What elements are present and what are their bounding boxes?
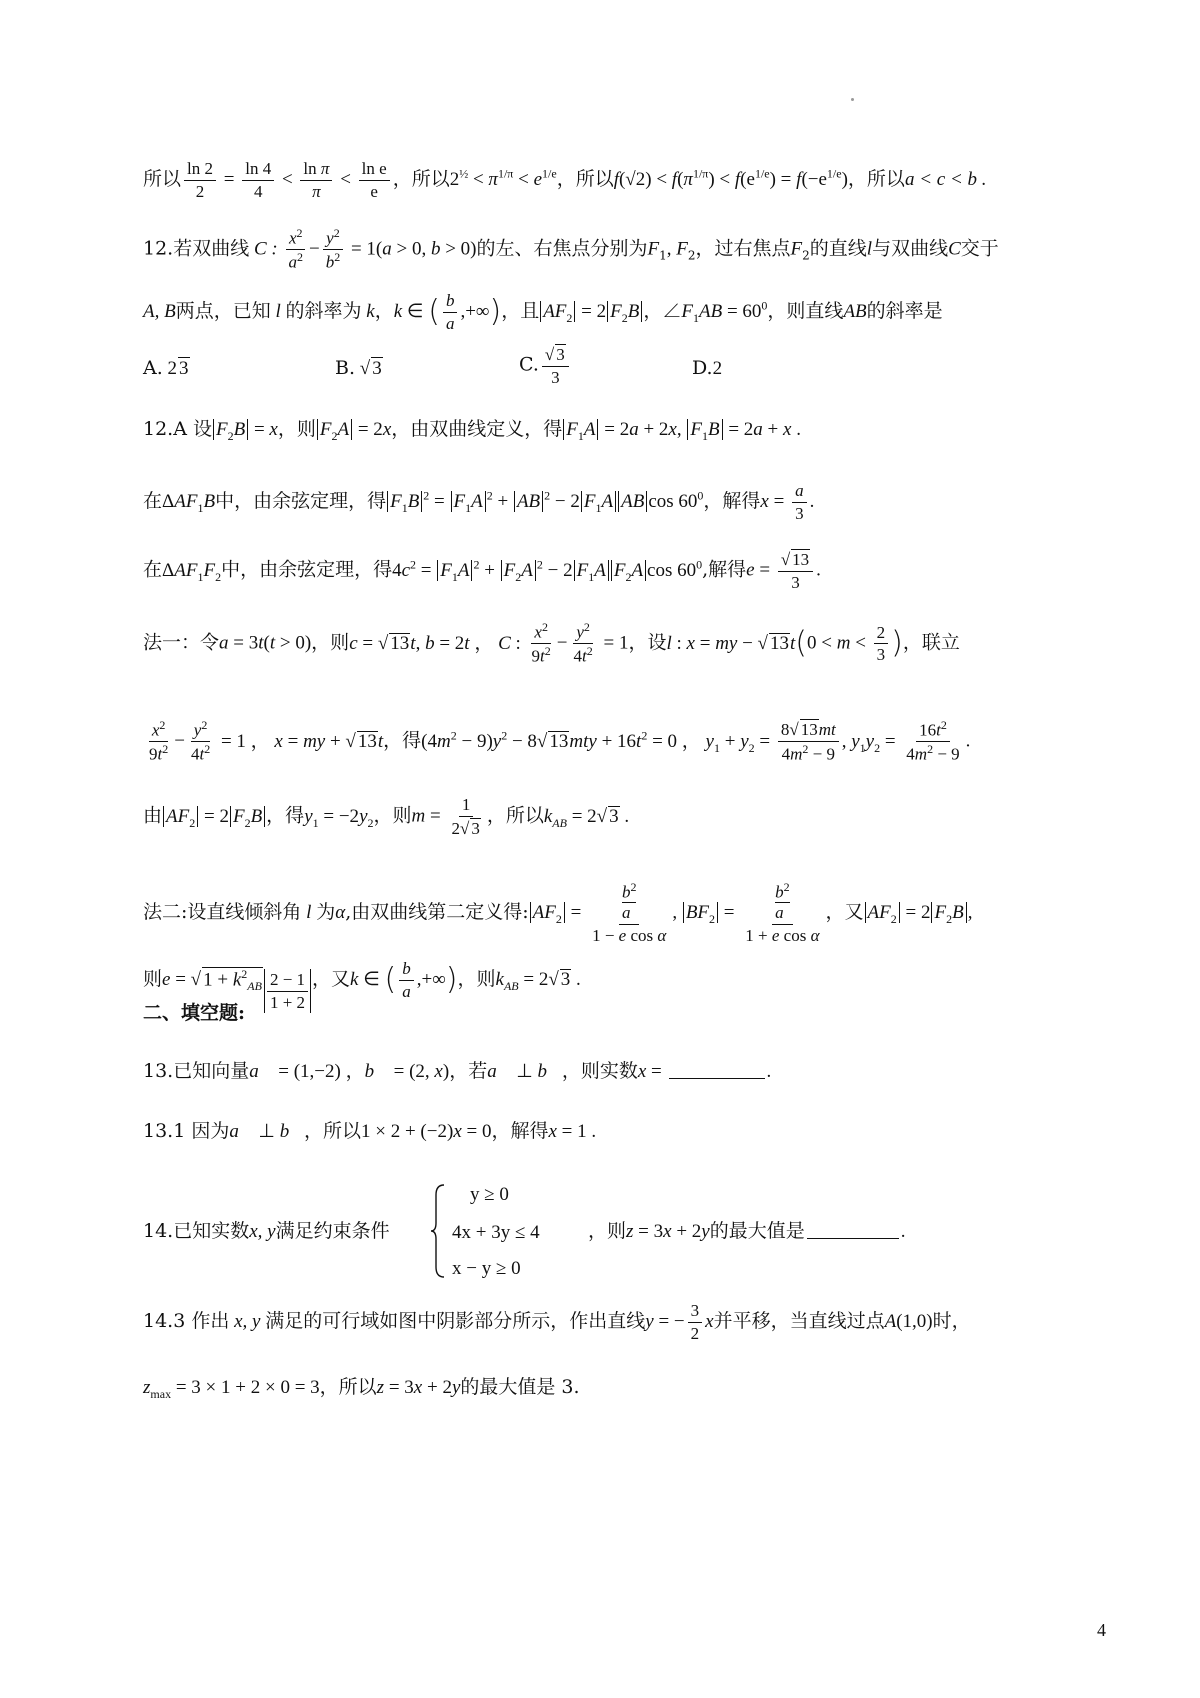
q13-stem: 13.已知向量a⃗ = (1,−2) ，b⃗ = (2, x)，若a⃗ ⊥ b⃗，则实数x = .: [143, 1060, 772, 1082]
text-prefix: 所以: [143, 168, 182, 191]
q14-solution-2: $z_{max} = 3 \times 1 + 2 \times 0 = 3$，所以z = 3x + 2y的最大值是 3.: [143, 1376, 580, 1401]
sol12-line-2: 在$\Delta AF_1B$中，由余弦定理，得 $F_1B$ $^2 = F_1A$ $^2$ + AB $^2$ − 2 $F_1A$ AB $\cos 60^0$，解得x = $\frac{a}{3}$ .: [143, 481, 815, 523]
constraint-2: 4x + 3y ≤ 4: [452, 1222, 540, 1243]
section-heading: 二、填空题:: [143, 1002, 246, 1024]
sol12-line-3: 在$\Delta AF_1F_2$中，由余弦定理，得$4c^2 = F_1A$ $^2 + F_2A$ $^2$ − 2 $F_1A$ $F_2A$ $\cos 60^0$,解得e = $\frac{√ 13}{3}$ .: [143, 550, 821, 592]
header-mark: [851, 98, 854, 101]
sol12-line-8: 则e = √ $1 + k^2_{AB}$ $\frac{2 - 1}{1 + 2}$ ，又k ∈ ( $\frac{b}{a}$ ,+∞)，则$k_{AB} = 2√$ 3 .: [143, 959, 581, 1012]
page-number: 4: [1097, 1620, 1106, 1640]
sol12-line-1: 12.A 设 $F_2B = x$，则 $F_2A = 2x$，由双曲线定义，得 $F_1A = 2a + 2x$, $F_1B = 2a + x$ .: [143, 418, 801, 443]
q14-solution-1: 14.3 作出 x, y 满足的可行域如图中阴影部分所示，作出直线y = − $\frac{3}{2}$ x并平移，当直线过点A(1,0)时，: [143, 1301, 971, 1343]
option-d: D.2: [692, 357, 723, 379]
sol12-line-5: $\frac{x^2}{9t^2}$ − $\frac{y^2}{4t^2}$ = 1 ， x = my + √ 13t，得$(4m^2 - 9)y^2 - 8√$ $13mty + 16t^2 = 0$ ， $y_1 + y_2$ = $\frac{8√ 13mt}{4m^2 - 9}$ , $y_1y_2$ = $\frac{16t^2}{4m^2 - 9}$ .: [149, 718, 971, 764]
q14-stem: 14.已知实数x, y满足约束条件: [143, 1220, 390, 1242]
q14-stem-tail: ，则z = 3x + 2y的最大值是 .: [588, 1220, 906, 1242]
option-b: B. √ 3: [335, 357, 382, 379]
sol12-method-1: 法一：令a = 3t(t > 0)，则c = √ 13t, b = 2t ， C : $\frac{x^2}{9t^2}$ − $\frac{y^2}{4t^2}$ = 1，设l : x = my − √ 13t(0 < m < $\frac{2}{3}$ )，联立: [143, 620, 960, 666]
constraint-3: x − y ≥ 0: [452, 1258, 521, 1279]
brace-icon: [430, 1183, 446, 1279]
q13-solution: 13.1 因为a⃗ ⊥ b⃗，所以1 × 2 + (−2)x = 0，解得x = 1 .: [143, 1120, 597, 1142]
constraint-1: y ≥ 0: [470, 1184, 509, 1205]
sol12-method-2: 法二:设直线倾斜角 l 为α,由双曲线第二定义得: $AF_2$ = $b^2$ a 1 − e cos α , $BF_2$ = $b^2$ a 1 + e cos α ，又 $AF_2 = 2$ $F_2B$ ,: [143, 880, 973, 945]
option-c: C. $\frac{√ 3}{3}$: [519, 343, 572, 388]
option-a: A. 2 3: [143, 357, 189, 379]
sol12-line-6: 由 $AF_2 = 2$ $F_2B$ ，得$y_1 = -2y_2$，则m = $\frac{1}{2√ 3}$ ，所以$k_{AB} = 2√$ 3 .: [143, 795, 630, 838]
q12-stem-line-1: 12.若双曲线 C : $\frac{x^2}{a^2}$ − $\frac{y^2}{b^2}$ = 1(a > 0, b > 0)的左、右焦点分别为$F_1$, $F_2$，过右焦点$F_2$的直线l与双曲线C交于: [143, 226, 999, 272]
line-1: 所以 $\frac{\ln 2}{2}$ = $\frac{\ln 4}{4}$ < $\frac{\text{ln π}}{\pi}$ < $\frac{\text{ln e}}{e}$ ，所以$2^{\frac{1}{2}} < \pi^{1/\pi} < e^{1/e}$，所以$f(√2) < f(\pi^{1/\pi}) < f(e^{1/e}) = f(-e^{1/e})$，所以a < c < b .: [143, 159, 987, 201]
q12-stem-line-2: A, B两点，已知 l 的斜率为 k，k ∈ ( $\frac{b}{a}$ ,+∞)，且 $AF_2 = 2$ $F_2B$ ，$\angle F_1AB = 60^0$，则直线AB的斜率是: [143, 291, 943, 333]
